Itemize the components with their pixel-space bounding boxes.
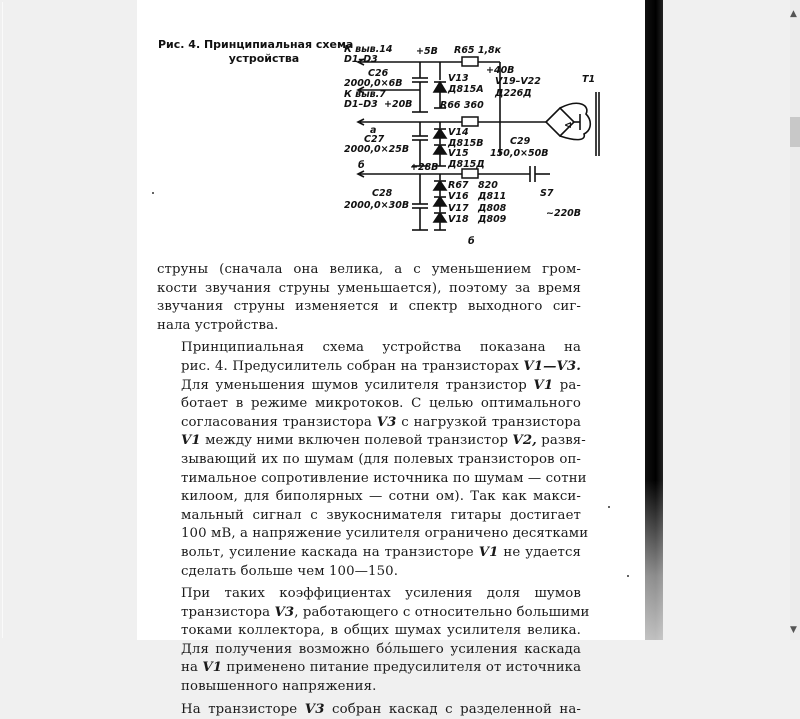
text-line: тимальное сопротивление источника по шумам — сотни [181,470,587,486]
text-line: токами коллектора, в общих шумах усилителя велика. [181,623,581,639]
scan-speck [627,575,629,577]
label-d811: Д811 [478,191,507,202]
text-line [157,377,581,396]
label-mains-220v: ~220В [546,208,582,219]
scroll-up-arrow-icon[interactable]: ▲ [790,9,797,19]
scrollbar-thumb[interactable] [790,117,800,147]
label-r66: R66 360 [440,100,484,111]
text-line: Принципиальная схема устройства показана на [181,340,581,356]
text-run: ра- [553,377,582,393]
text-line: ботает в режиме микротоков. С целью оптимального [181,396,581,412]
label-c26-val: 2000,0×6В [344,78,403,89]
scroll-down-arrow-icon[interactable]: ▼ [790,625,797,635]
text-line [157,358,581,377]
label-plus20v: +20В [384,99,413,110]
text-line: зывающий их по шумам (для полевых транзисторов оп- [181,451,581,467]
label-v15: V15 [448,148,469,159]
text-line: сделать больше чем 100—150. [181,563,399,579]
text-line [157,432,586,451]
text-line: мальный сигнал с звукоснимателя гитары достигает [181,507,581,523]
text-line: кости звучания струны уменьшается), поэтому за время [157,280,581,296]
text-run: Для уменьшения шумов усилителя транзистор [181,377,534,393]
label-b: б [358,160,365,171]
resistor-r67 [462,169,478,178]
label-c29: C29 [510,136,531,147]
text-run: рис. 4. Предусилитель собран на транзисторах [181,358,524,374]
text-run: применено питание предусилителя от источника [222,660,582,676]
text-line: нала устройства. [157,317,279,333]
scrollbar-track[interactable] [790,0,800,640]
label-r67: R67 [448,180,469,191]
label-v18: V18 [448,214,469,225]
text-line: Для получения возможно бóльшего усиления каскада [181,641,581,657]
label-d226d: Д226Д [495,88,532,99]
label-c28: C28 [372,188,393,199]
vertical-scrollbar[interactable] [787,0,800,640]
label-d809: Д809 [478,214,507,225]
resistor-r65 [462,57,478,66]
text-run: согласования транзистора [181,414,377,430]
paragraph-4 [157,701,581,719]
label-plus28v: +28В [410,162,439,173]
paragraph-3 [157,585,590,697]
text-run: между ними включен полевой транзистор [200,433,513,449]
label-v16: V16 [448,191,469,202]
text-run: с нагрузкой транзистора [396,414,581,430]
text-line [157,659,581,678]
component-ref: V1 [478,544,499,560]
label-c29-val: 150,0×50В [490,148,549,159]
scan-edge-fade [645,480,663,640]
component-ref: V3 [376,414,397,430]
text-line: 100 мВ, а напряжение усилителя ограничено десятками [181,526,589,542]
label-s7: S7 [540,188,554,199]
scan-speck [608,506,610,508]
component-ref: V1 [202,660,223,676]
label-d815a: Д815А [448,84,484,95]
label-t1: T1 [582,74,596,85]
label-d1d3-b: D1–D3 [344,99,378,110]
label-d808: Д808 [478,203,507,214]
text-run: собран каскад с разделенной на- [324,701,581,717]
label-v19-v22: V19–V22 [495,76,541,87]
component-ref: V1 [181,433,201,449]
figure-sublabel-b: б [468,236,475,247]
viewer-edge [2,2,3,638]
text-line: При таких коэффициентах усиления доля шумов [181,586,581,602]
label-k-vyv7: К выв.7 [344,89,386,100]
circuit-schematic [344,36,600,248]
text-run: вольт, усиление каскада на транзисторе [181,544,479,560]
text-line [157,414,581,433]
text-line: струны (сначала она велика, а с уменьшением гром- [157,262,581,277]
figure-caption-line-1: Рис. 4. Принципиальная схема [158,38,354,51]
text-line: звучания струны изменяется и спектр выходного сиг- [157,299,581,315]
text-run: не удается [498,544,581,560]
paragraph-1 [157,261,581,335]
resistor-r66 [462,117,478,126]
text-line [157,701,581,719]
label-r67-val: 820 [478,180,498,191]
label-plus5v: +5В [416,46,438,57]
label-d815d: Д815Д [448,159,485,170]
scan-speck [152,192,154,194]
component-ref: V2, [512,433,537,449]
figure-caption [158,38,358,66]
component-ref: V3 [274,604,295,620]
article-text [157,261,590,719]
text-run: на [181,660,203,676]
label-c27: C27 [364,134,385,145]
label-d815v: Д815В [448,138,484,149]
scanned-page [137,0,663,717]
text-line [157,544,581,563]
text-run: На транзисторе [181,701,305,717]
text-line [157,604,590,623]
label-plus40v: +40В [486,65,515,76]
label-r65: R65 1,8к [454,45,502,56]
component-ref: V1—V3. [523,358,581,374]
label-c26: C26 [368,68,389,79]
label-c28-val: 2000,0×30В [344,200,410,211]
bridge-symbol: ⊲ [564,120,572,131]
paragraph-2 [157,339,589,581]
label-a: а [370,125,377,136]
text-run: транзистора [181,604,275,620]
label-d1d3-a: D1–D3 [344,54,378,65]
text-line: повышенного напряжения. [181,679,377,695]
label-k-vyv14: К выв.14 [344,44,393,55]
figure-caption-line-2: устройства [228,52,300,65]
label-v14: V14 [448,127,469,138]
text-run: , работающего с относительно большими [294,604,590,620]
text-line: килоом, для биполярных — сотни ом). Так как макси- [181,489,581,505]
component-ref: V3 [304,701,325,717]
text-run: развя- [536,433,586,449]
label-c27-val: 2000,0×25В [344,144,410,155]
label-v17: V17 [448,203,469,214]
label-v13: V13 [448,73,469,84]
component-ref: V1 [533,377,554,393]
